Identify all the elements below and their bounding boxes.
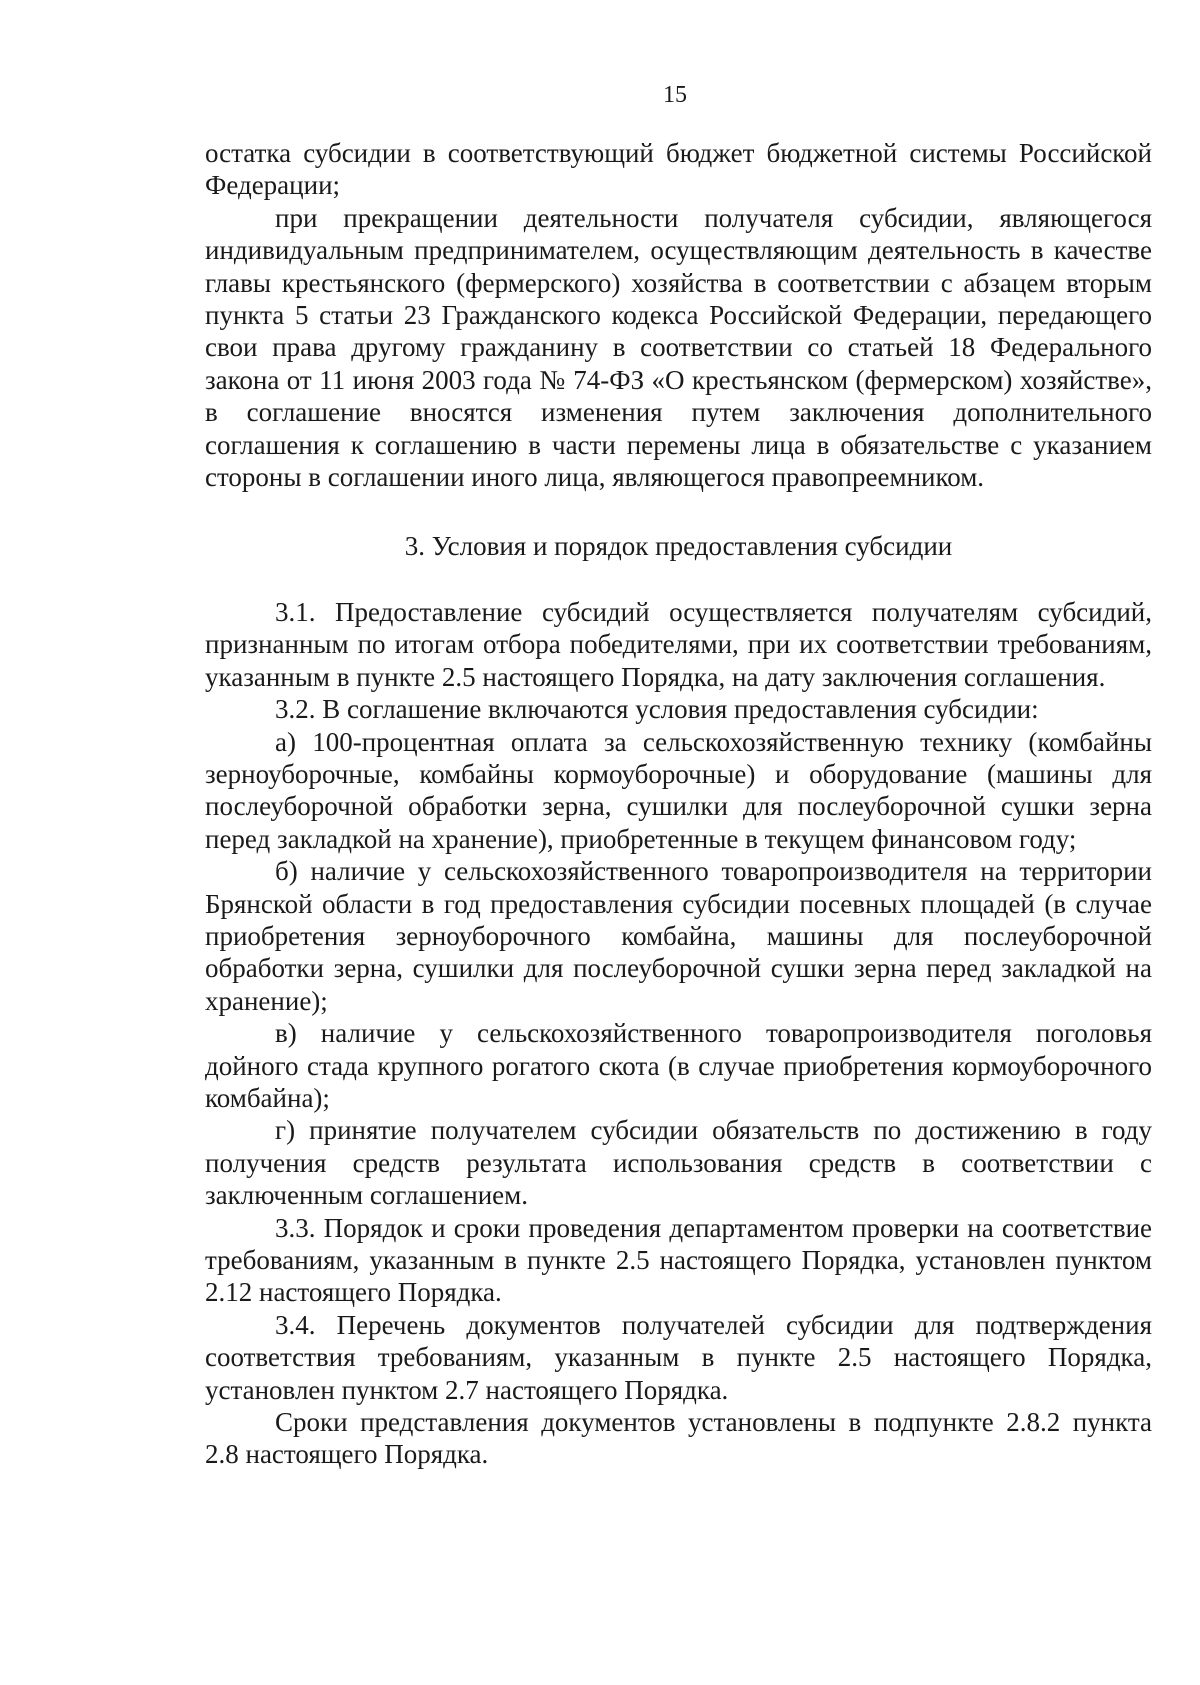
paragraph-3-2-g: г) принятие получателем субсидии обязательств по достижению в году получения средств результата использования средств в соответствии с заключенным соглашением. xyxy=(205,1115,1152,1211)
paragraph-3-4: 3.4. Перечень документов получателей субсидии для подтверждения соответствия требованиям, указанным в пункте 2.5 настоящего Порядка, установлен пунктом 2.7 настоящего Порядка. xyxy=(205,1309,1152,1405)
paragraph-3-2-b: б) наличие у сельскохозяйственного товаропроизводителя на территории Брянской области в год предоставления субсидии посевных площадей (в случае приобретения зерноуборочного комбайна, машины для послеуборочной обработки зерна, сушилки для послеуборочной сушки зерна перед закладкой на хранение); xyxy=(205,856,1152,1016)
paragraph-3-1: 3.1. Предоставление субсидий осуществляется получателям субсидий, признанным по итогам отбора победителями, при их соответствии требованиям, указанным в пункте 2.5 настоящего Порядка, на дату заключения соглашения. xyxy=(205,596,1152,692)
paragraph-deadlines: Сроки представления документов установлены в подпункте 2.8.2 пункта 2.8 настоящего Порядка. xyxy=(205,1407,1152,1470)
paragraph-3-2: 3.2. В соглашение включаются условия предоставления субсидии: xyxy=(275,694,1039,725)
paragraph-3-2-v: в) наличие у сельскохозяйственного товаропроизводителя поголовья дойного стада крупного рогатого скота (в случае приобретения кормоуборочного комбайна); xyxy=(205,1018,1152,1113)
document-body xyxy=(205,137,1152,1471)
paragraph-termination-of-activity: при прекращении деятельности получателя субсидии, являющегося индивидуальным предпринимателем, осуществляющим деятельность в качестве главы крестьянского (фермерского) хозяйства в соответствии с абзацем вторым пункта 5 статьи 23 Гражданского кодекса Российской Федерации, передающего свои права другому гражданину в соответствии со статьей 18 Федерального закона от 11 июня 2003 года № 74-ФЗ «О крестьянском (фермерском) хозяйстве», в соглашение вносятся изменения путем заключения дополнительного соглашения к соглашению в части перемены лица в обязательстве с указанием стороны в соглашении иного лица, являющегося правопреемником. xyxy=(205,202,1152,493)
paragraph-continuation: остатка субсидии в соответствующий бюджет бюджетной системы Российской Федерации; xyxy=(205,138,1152,201)
page-number: 15 xyxy=(663,82,687,108)
section-heading: 3. Условия и порядок предоставления субсидии xyxy=(404,531,953,562)
paragraph-3-3: 3.3. Порядок и сроки проведения департаментом проверки на соответствие требованиям, указанным в пункте 2.5 настоящего Порядка, установлен пунктом 2.12 настоящего Порядка. xyxy=(205,1212,1152,1308)
paragraph-3-2-a: а) 100-процентная оплата за сельскохозяйственную технику (комбайны зерноуборочные, комбайны кормоуборочные) и оборудование (машины для послеуборочной обработки зерна, сушилки для послеуборочной сушки зерна перед закладкой на хранение), приобретенные в текущем финансовом году; xyxy=(205,726,1152,854)
